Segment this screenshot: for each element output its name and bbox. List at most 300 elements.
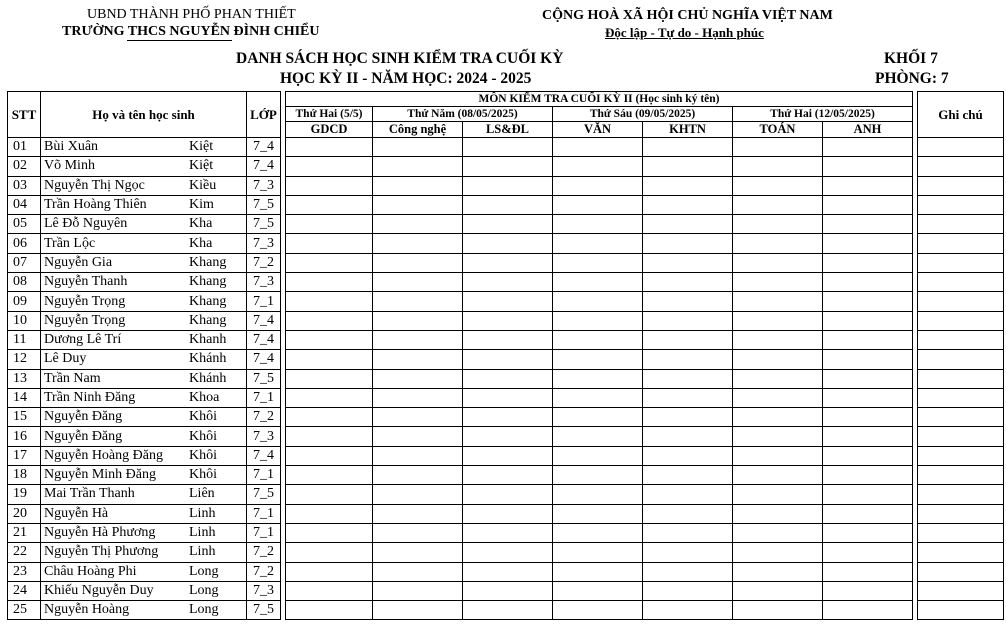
signature-cell[interactable] <box>553 176 643 195</box>
signature-cell[interactable] <box>286 427 373 446</box>
signature-cell[interactable] <box>733 427 823 446</box>
authority-name: UBND THÀNH PHỐ PHAN THIẾT <box>87 7 296 22</box>
signature-cell[interactable] <box>553 157 643 176</box>
signature-cell[interactable] <box>553 562 643 581</box>
row-surname: Châu Hoàng Phi <box>44 563 137 579</box>
signature-cell[interactable] <box>733 369 823 388</box>
signature-cell[interactable] <box>553 427 643 446</box>
signature-cell[interactable] <box>463 581 553 600</box>
row-class: 7_3 <box>247 234 281 253</box>
signature-cell[interactable] <box>823 427 913 446</box>
signature-cell[interactable] <box>733 601 823 620</box>
signature-cell[interactable] <box>463 234 553 253</box>
signature-cell[interactable] <box>643 388 733 407</box>
signature-cell[interactable] <box>463 195 553 214</box>
signature-cell[interactable] <box>733 253 823 272</box>
signature-cell[interactable] <box>553 543 643 562</box>
table-row <box>8 466 1004 485</box>
signature-cell[interactable] <box>463 543 553 562</box>
note-cell[interactable] <box>918 311 1004 330</box>
row-stt: 05 <box>8 215 41 234</box>
note-cell[interactable] <box>918 543 1004 562</box>
signature-cell[interactable] <box>643 446 733 465</box>
signature-cell[interactable] <box>823 292 913 311</box>
signature-cell[interactable] <box>373 504 463 523</box>
row-class: 7_4 <box>247 311 281 330</box>
subject-toan: TOÁN <box>733 122 823 138</box>
note-cell[interactable] <box>918 369 1004 388</box>
note-cell[interactable] <box>918 446 1004 465</box>
signature-cell[interactable] <box>286 273 373 292</box>
row-class: 7_4 <box>247 446 281 465</box>
table-row <box>8 195 1004 214</box>
row-surname: Mai Trần Thanh <box>44 486 135 502</box>
signature-cell[interactable] <box>553 504 643 523</box>
row-student-name <box>41 504 247 523</box>
signature-cell[interactable] <box>733 215 823 234</box>
row-stt: 01 <box>8 138 41 157</box>
row-class: 7_4 <box>247 350 281 369</box>
day-label: Thứ Năm (08/05/2025) <box>373 107 553 122</box>
signature-cell[interactable] <box>643 330 733 349</box>
table-row <box>8 543 1004 562</box>
signature-cell[interactable] <box>286 311 373 330</box>
signature-cell[interactable] <box>553 446 643 465</box>
signature-cell[interactable] <box>553 292 643 311</box>
signature-cell[interactable] <box>553 273 643 292</box>
row-surname: Trần Nam <box>44 370 101 386</box>
table-header <box>8 92 1004 138</box>
row-student-name <box>41 311 247 330</box>
table-row <box>8 369 1004 388</box>
day-label: Thứ Sáu (09/05/2025) <box>553 107 733 122</box>
signature-cell[interactable] <box>286 466 373 485</box>
document-title: DANH SÁCH HỌC SINH KIỂM TRA CUỐI KỲ <box>236 50 564 67</box>
signature-cell[interactable] <box>733 330 823 349</box>
note-cell[interactable] <box>918 466 1004 485</box>
signature-cell[interactable] <box>733 311 823 330</box>
signature-cell[interactable] <box>373 543 463 562</box>
signature-cell[interactable] <box>553 215 643 234</box>
signature-cell[interactable] <box>733 504 823 523</box>
signature-cell[interactable] <box>823 273 913 292</box>
signature-cell[interactable] <box>463 369 553 388</box>
signature-cell[interactable] <box>553 601 643 620</box>
note-cell[interactable] <box>918 562 1004 581</box>
signature-cell[interactable] <box>823 543 913 562</box>
signature-cell[interactable] <box>373 195 463 214</box>
signature-cell[interactable] <box>463 562 553 581</box>
signature-cell[interactable] <box>643 601 733 620</box>
signature-cell[interactable] <box>373 330 463 349</box>
note-cell[interactable] <box>918 215 1004 234</box>
row-stt: 11 <box>8 330 41 349</box>
signature-cell[interactable] <box>286 446 373 465</box>
note-cell[interactable] <box>918 485 1004 504</box>
row-stt: 17 <box>8 446 41 465</box>
signature-cell[interactable] <box>733 466 823 485</box>
row-surname: Nguyễn Gia <box>44 254 113 270</box>
signature-cell[interactable] <box>373 523 463 542</box>
signature-cell[interactable] <box>823 504 913 523</box>
note-cell[interactable] <box>918 601 1004 620</box>
signature-cell[interactable] <box>373 138 463 157</box>
signature-cell[interactable] <box>373 234 463 253</box>
signature-cell[interactable] <box>733 543 823 562</box>
signature-cell[interactable] <box>463 253 553 272</box>
table-row <box>8 581 1004 600</box>
note-cell[interactable] <box>918 273 1004 292</box>
signature-cell[interactable] <box>286 581 373 600</box>
signature-cell[interactable] <box>286 523 373 542</box>
signature-cell[interactable] <box>463 504 553 523</box>
signature-cell[interactable] <box>643 215 733 234</box>
signature-cell[interactable] <box>373 176 463 195</box>
signature-cell[interactable] <box>823 330 913 349</box>
signature-cell[interactable] <box>286 215 373 234</box>
signature-cell[interactable] <box>643 292 733 311</box>
signature-cell[interactable] <box>823 446 913 465</box>
signature-cell[interactable] <box>463 388 553 407</box>
signature-cell[interactable] <box>823 369 913 388</box>
row-stt: 15 <box>8 408 41 427</box>
header-class: LỚP <box>247 92 281 138</box>
signature-cell[interactable] <box>643 157 733 176</box>
row-surname: Nguyễn Trọng <box>44 312 126 328</box>
signature-cell[interactable] <box>733 408 823 427</box>
row-student-name <box>41 581 247 600</box>
row-class: 7_4 <box>247 330 281 349</box>
signature-cell[interactable] <box>463 311 553 330</box>
signature-cell[interactable] <box>643 543 733 562</box>
signature-cell[interactable] <box>553 330 643 349</box>
signature-cell[interactable] <box>553 311 643 330</box>
signature-cell[interactable] <box>373 581 463 600</box>
signature-cell[interactable] <box>463 350 553 369</box>
signature-cell[interactable] <box>643 176 733 195</box>
table-row <box>8 253 1004 272</box>
note-cell[interactable] <box>918 253 1004 272</box>
row-student-name <box>41 292 247 311</box>
signature-cell[interactable] <box>463 485 553 504</box>
row-surname: Trần Ninh Đăng <box>44 390 136 405</box>
subject-van: VĂN <box>553 122 643 138</box>
signature-cell[interactable] <box>373 253 463 272</box>
signature-cell[interactable] <box>643 504 733 523</box>
signature-cell[interactable] <box>373 466 463 485</box>
note-cell[interactable] <box>918 330 1004 349</box>
header-stt: STT <box>8 92 41 138</box>
signature-cell[interactable] <box>643 311 733 330</box>
row-student-name <box>41 523 247 542</box>
subject-cong-nghe: Công nghệ <box>373 122 463 138</box>
row-given-name: Khôi <box>189 428 217 444</box>
signature-cell[interactable] <box>823 215 913 234</box>
signature-cell[interactable] <box>733 234 823 253</box>
signature-cell[interactable] <box>733 273 823 292</box>
signature-cell[interactable] <box>373 157 463 176</box>
row-given-name: Khánh <box>189 370 227 386</box>
signature-cell[interactable] <box>643 369 733 388</box>
signature-cell[interactable] <box>733 485 823 504</box>
signature-cell[interactable] <box>733 176 823 195</box>
row-stt: 21 <box>8 523 41 542</box>
signature-cell[interactable] <box>373 562 463 581</box>
signature-cell[interactable] <box>373 215 463 234</box>
row-class: 7_5 <box>247 485 281 504</box>
table-row <box>8 601 1004 620</box>
row-surname: Võ Minh <box>44 158 95 174</box>
header-subjects-title: MÔN KIỂM TRA CUỐI KỲ II (Học sinh ký tên) <box>286 92 913 107</box>
row-student-name <box>41 273 247 292</box>
table-row <box>8 273 1004 292</box>
note-cell[interactable] <box>918 523 1004 542</box>
row-stt: 02 <box>8 157 41 176</box>
signature-cell[interactable] <box>373 408 463 427</box>
signature-cell[interactable] <box>733 446 823 465</box>
row-given-name: Khang <box>189 274 227 290</box>
signature-cell[interactable] <box>643 253 733 272</box>
signature-cell[interactable] <box>643 408 733 427</box>
signature-cell[interactable] <box>733 138 823 157</box>
signature-cell[interactable] <box>553 408 643 427</box>
signature-cell[interactable] <box>643 427 733 446</box>
country-name: CỘNG HOÀ XÃ HỘI CHỦ NGHĨA VIỆT NAM <box>542 8 833 23</box>
signature-cell[interactable] <box>823 176 913 195</box>
signature-cell[interactable] <box>373 350 463 369</box>
signature-cell[interactable] <box>286 176 373 195</box>
signature-cell[interactable] <box>733 157 823 176</box>
signature-cell[interactable] <box>823 195 913 214</box>
signature-cell[interactable] <box>553 234 643 253</box>
table-row <box>8 311 1004 330</box>
subject-ls-dl: LS&ĐL <box>463 122 553 138</box>
row-student-name <box>41 466 247 485</box>
signature-cell[interactable] <box>643 562 733 581</box>
signature-cell[interactable] <box>553 485 643 504</box>
row-student-name <box>41 601 247 620</box>
signature-cell[interactable] <box>553 388 643 407</box>
signature-cell[interactable] <box>286 388 373 407</box>
note-cell[interactable] <box>918 388 1004 407</box>
signature-cell[interactable] <box>823 253 913 272</box>
signature-cell[interactable] <box>373 292 463 311</box>
signature-cell[interactable] <box>463 523 553 542</box>
row-student-name <box>41 408 247 427</box>
signature-cell[interactable] <box>733 195 823 214</box>
row-class: 7_3 <box>247 427 281 446</box>
signature-cell[interactable] <box>553 195 643 214</box>
signature-cell[interactable] <box>286 253 373 272</box>
signature-cell[interactable] <box>553 369 643 388</box>
signature-cell[interactable] <box>823 523 913 542</box>
signature-cell[interactable] <box>643 195 733 214</box>
signature-cell[interactable] <box>286 234 373 253</box>
signature-cell[interactable] <box>463 138 553 157</box>
row-surname: Nguyễn Thanh <box>44 274 128 290</box>
row-student-name <box>41 176 247 195</box>
signature-cell[interactable] <box>823 408 913 427</box>
row-stt: 12 <box>8 350 41 369</box>
signature-cell[interactable] <box>373 427 463 446</box>
signature-cell[interactable] <box>823 601 913 620</box>
signature-cell[interactable] <box>286 292 373 311</box>
row-class: 7_2 <box>247 543 281 562</box>
signature-cell[interactable] <box>823 234 913 253</box>
row-surname: Lê Đỗ Nguyên <box>44 216 128 232</box>
note-cell[interactable] <box>918 581 1004 600</box>
row-given-name: Long <box>189 602 219 618</box>
signature-cell[interactable] <box>286 330 373 349</box>
signature-cell[interactable] <box>286 562 373 581</box>
row-stt: 19 <box>8 485 41 504</box>
row-given-name: Khánh <box>189 351 227 367</box>
signature-cell[interactable] <box>553 138 643 157</box>
signature-cell[interactable] <box>463 330 553 349</box>
subject-khtn: KHTN <box>643 122 733 138</box>
signature-cell[interactable] <box>463 273 553 292</box>
signature-cell[interactable] <box>463 601 553 620</box>
signature-cell[interactable] <box>286 157 373 176</box>
row-class: 7_2 <box>247 408 281 427</box>
signature-cell[interactable] <box>733 388 823 407</box>
signature-cell[interactable] <box>823 138 913 157</box>
signature-cell[interactable] <box>733 562 823 581</box>
signature-cell[interactable] <box>286 601 373 620</box>
signature-cell[interactable] <box>286 543 373 562</box>
signature-cell[interactable] <box>463 427 553 446</box>
signature-cell[interactable] <box>823 350 913 369</box>
row-stt: 03 <box>8 176 41 195</box>
signature-cell[interactable] <box>286 195 373 214</box>
row-class: 7_4 <box>247 138 281 157</box>
signature-cell[interactable] <box>733 350 823 369</box>
row-class: 7_1 <box>247 466 281 485</box>
signature-cell[interactable] <box>643 273 733 292</box>
signature-cell[interactable] <box>463 466 553 485</box>
row-given-name: Kiệt <box>189 158 214 174</box>
student-rows <box>8 138 1004 620</box>
table-row <box>8 157 1004 176</box>
row-class: 7_3 <box>247 176 281 195</box>
note-cell[interactable] <box>918 427 1004 446</box>
signature-cell[interactable] <box>373 273 463 292</box>
row-stt: 14 <box>8 388 41 407</box>
row-student-name <box>41 215 247 234</box>
signature-cell[interactable] <box>733 523 823 542</box>
row-given-name: Long <box>189 582 219 598</box>
note-cell[interactable] <box>918 350 1004 369</box>
signature-cell[interactable] <box>823 157 913 176</box>
signature-cell[interactable] <box>286 485 373 504</box>
signature-cell[interactable] <box>643 234 733 253</box>
row-stt: 09 <box>8 292 41 311</box>
signature-cell[interactable] <box>643 581 733 600</box>
row-surname: Bùi Xuân <box>44 139 99 155</box>
row-student-name <box>41 350 247 369</box>
note-cell[interactable] <box>918 234 1004 253</box>
signature-cell[interactable] <box>463 215 553 234</box>
signature-cell[interactable] <box>286 369 373 388</box>
signature-cell[interactable] <box>823 562 913 581</box>
row-given-name: Kha <box>189 216 213 232</box>
row-given-name: Khang <box>189 293 227 309</box>
row-class: 7_2 <box>247 562 281 581</box>
signature-cell[interactable] <box>823 466 913 485</box>
note-cell[interactable] <box>918 504 1004 523</box>
signature-cell[interactable] <box>286 138 373 157</box>
signature-cell[interactable] <box>463 292 553 311</box>
note-cell[interactable] <box>918 176 1004 195</box>
signature-cell[interactable] <box>553 466 643 485</box>
signature-cell[interactable] <box>373 446 463 465</box>
signature-cell[interactable] <box>733 581 823 600</box>
signature-cell[interactable] <box>373 388 463 407</box>
signature-cell[interactable] <box>463 408 553 427</box>
note-cell[interactable] <box>918 408 1004 427</box>
row-class: 7_4 <box>247 157 281 176</box>
row-surname: Nguyễn Đăng <box>44 428 123 444</box>
signature-cell[interactable] <box>286 408 373 427</box>
signature-cell[interactable] <box>643 350 733 369</box>
row-student-name <box>41 388 247 407</box>
row-student-name <box>41 330 247 349</box>
signature-cell[interactable] <box>643 485 733 504</box>
signature-cell[interactable] <box>553 581 643 600</box>
note-cell[interactable] <box>918 138 1004 157</box>
row-surname: Dương Lê Trí <box>44 332 122 348</box>
signature-cell[interactable] <box>463 157 553 176</box>
signature-cell[interactable] <box>823 311 913 330</box>
note-cell[interactable] <box>918 292 1004 311</box>
signature-cell[interactable] <box>463 176 553 195</box>
row-surname: Nguyễn Hoàng Đăng <box>44 447 163 463</box>
note-cell[interactable] <box>918 157 1004 176</box>
signature-cell[interactable] <box>286 350 373 369</box>
row-stt: 20 <box>8 504 41 523</box>
subject-anh: ANH <box>823 122 913 138</box>
signature-cell[interactable] <box>553 350 643 369</box>
signature-cell[interactable] <box>553 253 643 272</box>
day-label: Thứ Hai (5/5) <box>286 107 373 122</box>
signature-cell[interactable] <box>823 485 913 504</box>
row-stt: 13 <box>8 369 41 388</box>
row-stt: 08 <box>8 273 41 292</box>
signature-cell[interactable] <box>373 369 463 388</box>
signature-cell[interactable] <box>823 388 913 407</box>
row-class: 7_5 <box>247 195 281 214</box>
row-given-name: Kiệt <box>189 139 214 155</box>
signature-cell[interactable] <box>373 311 463 330</box>
signature-cell[interactable] <box>553 523 643 542</box>
signature-cell[interactable] <box>733 292 823 311</box>
signature-cell[interactable] <box>373 601 463 620</box>
signature-cell[interactable] <box>643 138 733 157</box>
signature-cell[interactable] <box>823 581 913 600</box>
row-given-name: Khanh <box>189 332 227 348</box>
row-class: 7_1 <box>247 504 281 523</box>
note-cell[interactable] <box>918 195 1004 214</box>
row-stt: 23 <box>8 562 41 581</box>
row-class: 7_1 <box>247 523 281 542</box>
row-surname: Nguyễn Hà Phương <box>44 525 156 541</box>
signature-cell[interactable] <box>463 446 553 465</box>
row-given-name: Linh <box>189 505 216 521</box>
signature-cell[interactable] <box>373 485 463 504</box>
signature-cell[interactable] <box>643 466 733 485</box>
signature-cell[interactable] <box>643 523 733 542</box>
signature-cell[interactable] <box>286 504 373 523</box>
